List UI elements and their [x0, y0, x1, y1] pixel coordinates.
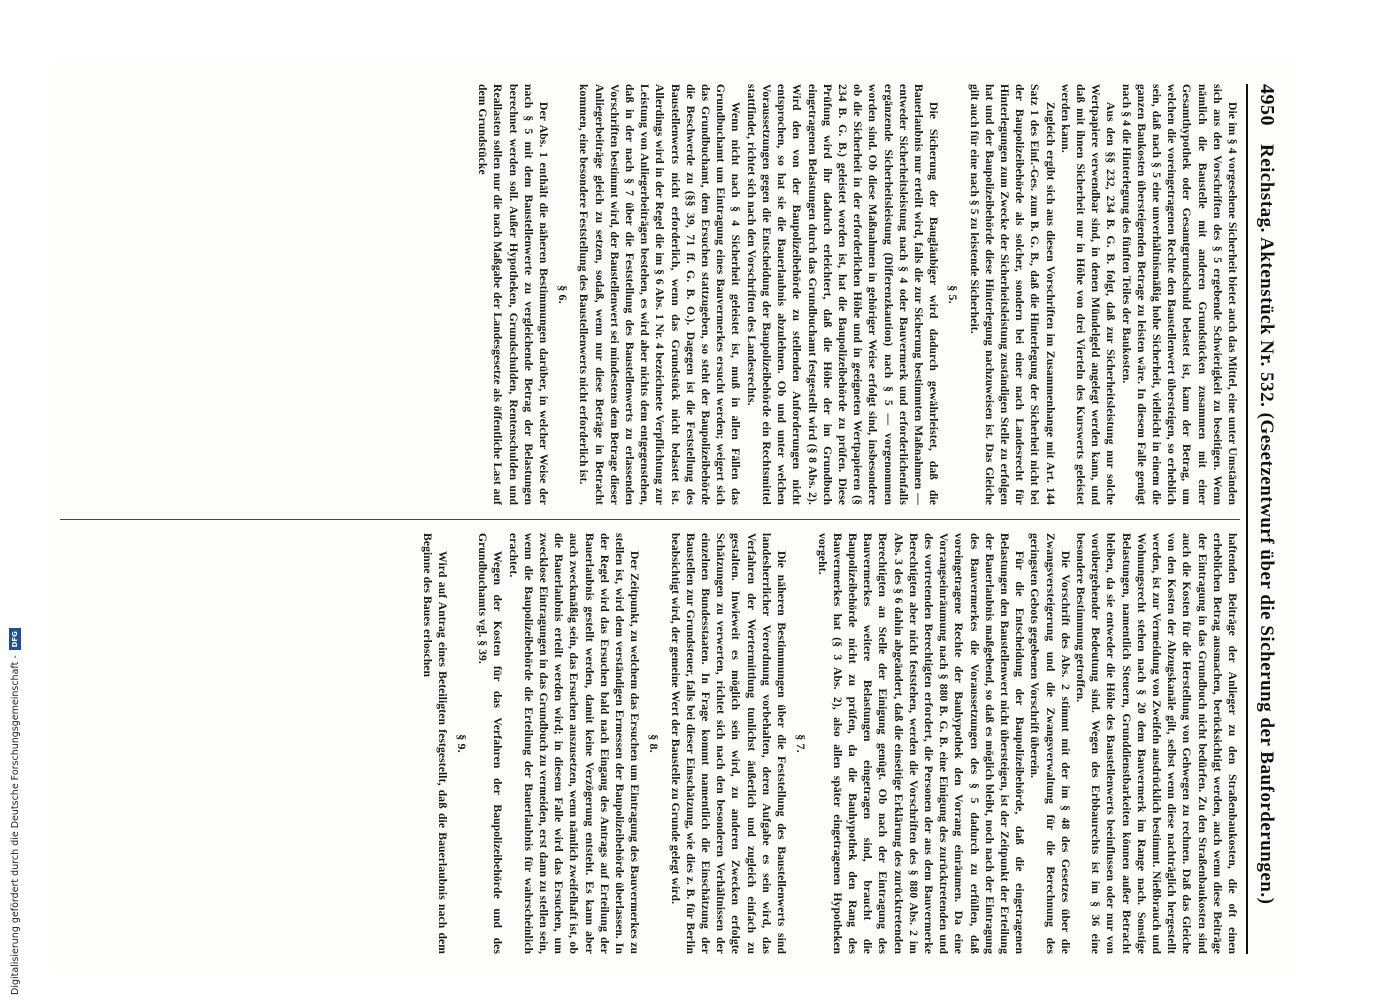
- paragraph: haftenden Beiträge der Anlieger zu den Straßenbaukosten, die oft einen erheblichen Betrag ausmachen, berücksichtigt werden, auch wenn diese Beiträge der Eintragung in das Grundbuch nicht bedürfen. Zu den Straßenbaukosten sind auch die Kosten für die Herstellung von Gehwegen zu rechnen. Daß das Gleiche von den Kosten der Abzugskanäle gilt, selbst wenn diese nachträglich hergestellt werden, ist zur Vermeidung von Zweifeln ausdrücklich bestimmt. Nießbrauch und Wohnungsrecht stehen nach § 20 dem Bauvermerk im Range nach. Sonstige Belastungen, namentlich Steuern, Grunddienstbarkeiten können außer Betracht bleiben, da sie entweder die Höhe des Baustellenwerts beeinflussen oder nur von vorübergehender Bedeutung sind. Wegen des Erbbaurechts ist im § 36 eine besondere Bestimmung getroffen.: [1073, 533, 1239, 954]
- paragraph: Der Zeitpunkt, zu welchem das Ersuchen um Eintragung des Bauvermerkes zu stellen ist, wird dem verständigen Ermessen der Baupolizeibehörde überlassen. In der Regel wird das Ersuchen bald nach Eingang des Antrags auf Erteilung der Bauerlaubnis gestellt werden, damit keine Verzögerung entsteht. Es kann aber auch zweckmäßig sein, das Ersuchen auszusetzen, wenn nämlich zweifelhaft ist, ob die Bauerlaubnis erteilt werden wird; in diesem Falle wird das Ersuchen, um zwecklose Eintragungen in das Grundbuch zu vermeiden, erst dann zu stellen sein, wenn die Baupolizeibehörde die Erteilung der Bauerlaubnis für wahrscheinlich erachtet.: [506, 533, 642, 954]
- dfg-logo-icon: DFG: [9, 628, 21, 650]
- section-heading: § 9.: [455, 734, 470, 753]
- paragraph: Aus den §§ 232, 234 B. G. B. folgt, daß zur Sicherheitsleistung nur solche Wertpapiere verwendbar sind, in denen Mündelgeld angelegt werden kann, und daß mit ihnen Sicherheit nur in Höhe von drei Vierteln des Kurswerts geleistet werden kann.: [1058, 84, 1118, 505]
- footer: [3, 600, 25, 995]
- paragraph: Die im § 4 vorgesehene Sicherheit bietet auch das Mittel, eine unter Umständen sich aus den Vorschriften des § 5 ergebende Schwierigkeit zu beseitigen. Wenn nämlich die Baustelle mit anderen Grundstücken zusammen mit einer Gesamthypothek oder Gesamtgrundschuld belastet ist, kann der Betrag, um welchen die voreingetragenen Rechte den Baustellenwert übersteigen, so erheblich sein, daß nach § 5 eine unverhältnismäßig hohe Sicherheit, vielleicht in einem die ganzen Baukosten übersteigenden Betrage zu leisten wäre. In diesem Falle genügt nach § 4 die Hinterlegung des fünften Teiles der Baukosten.: [1119, 84, 1239, 505]
- section-heading: § 6.: [556, 285, 571, 304]
- footer-credit: Digitalisierung gefördert durch die Deutsche Forschungsgemeinschaft -: [9, 655, 21, 995]
- left-column: [60, 84, 1240, 519]
- paragraph: Wird auf Antrag eines Beteiligten festgestellt, daß die Bauerlaubnis nach dem Beginne des Baues erloschen: [420, 533, 449, 954]
- paragraph: Zugleich ergibt sich aus diesen Vorschriften im Zusammenhange mit Art. 144 Satz 1 des Einf.-Ges. zum B. G. B., daß die Hinterlegung der Sicherheit nicht bei der Baupolizeibehörde als solcher, sondern bei einer nach Landesrecht für Hinterlegungen zum Zwecke der Sicherheitsleistung zuständigen Stelle zu erfolgen hat und der Baupolizeibehörde diese Hinterlegung nachzuweisen ist. Das Gleiche gilt auch für eine nach § 5 zu leistende Sicherheit.: [967, 84, 1057, 505]
- column-divider: [60, 519, 1240, 520]
- paragraph: Wenn nicht nach § 4 Sicherheit geleistet ist, muß in allen Fällen das Grundbuchamt um Eintragung eines Bauvermerkes ersucht werden; weigert sich das Grundbuchamt, dem Ersuchen stattzugeben, so steht der Baupolizeibehörde die Beschwerde zu (§§ 39, 71 ff. G. B. O.). Dagegen ist die Feststellung des Baustellenwerts nicht erforderlich, wenn das Grundstück nicht belastet ist. Allerdings wird in der Regel die im § 6 Abs. 1 Nr. 4 bezeichnete Verpflichtung zur Leistung von Anliegerbeiträgen bestehen, es wird aber nichts dem entgegenstehen, daß in der nach § 7 über die Feststellung des Baustellenwerts zu erlassenden Vorschriften bestimmt wird, der Baustellenwert sei mindestens dem Betrage dieser Anliegerbeiträge gleich zu setzen, sodaß, wenn nur diese Beträge in Betracht kommen, eine besondere Feststellung des Baustellenwerts nicht erforderlich ist.: [577, 84, 743, 505]
- text-columns: [60, 84, 1240, 954]
- page-content: [52, 62, 1296, 970]
- paragraph: Der Abs. 1 enthält die näheren Bestimmungen darüber, in welcher Weise der nach § 5 mit dem Baustellenwerte zu vergleichende Betrag der Belastungen berechnet werden soll. Außer Hypotheken, Grundschulden, Rentenschulden und Reallasten sollen nur die nach Maßgabe der Landesgesetze als öffentliche Last auf dem Grundstücke: [476, 84, 551, 505]
- paragraph: Die Vorschrift des Abs. 2 stimmt mit der im § 48 des Gesetzes über die Zwangsversteigerung und die Zwangsverwaltung für die Berechnung des geringsten Gebots gegebenen Vorschrift überein.: [1028, 533, 1072, 954]
- page-number: 4950: [1256, 84, 1278, 126]
- paragraph: Für die Entscheidung der Baupolizeibehörde, daß die eingetragenen Belastungen den Baustellenwert nicht übersteigen, ist der Zeitpunkt der Erteilung der Bauerlaubnis maßgebend, so daß es möglich bleibt, noch nach der Eintragung des Bauvermerkes die Voraussetzungen des § 5 dadurch zu erfüllen, daß voreingetragene Rechte der Bauhypothek den Vorrang einräumen. Da eine Vorrangseinräumung nach § 880 B. G. B. eine Einigung des zurücktretenden und des vortretenden Berechtigten erfordert, die Personen der aus dem Bauvermerke Berechtigten aber nicht feststehen, werden die Vorschriften des § 880 Abs. 2 im Abs. 3 des § 6 dahin abgeändert, daß die einseitige Erklärung des zurücktretenden Berechtigten an Stelle der Einigung genügt. Ob nach der Eintragung des Bauvermerkes weitere Belastungen eingetragen sind, braucht die Baupolizeibehörde nicht zu prüfen, da die Bauhypothek den Rang des Bauvermerkes hat (§ 3 Abs. 2), also allen später eingetragenen Hypotheken vorgeht.: [815, 533, 1027, 954]
- section-heading: § 8.: [647, 734, 662, 753]
- page-title: Reichstag. Aktenstück Nr. 532. (Gesetzentwurf über die Sicherung der Bauforderungen.): [1256, 144, 1277, 905]
- paragraph: Wegen der Kosten für das Verfahren der Baupolizeibehörde und des Grundbuchamts vgl. § 39.: [476, 533, 505, 954]
- section-heading: § 5.: [946, 285, 961, 304]
- paragraph: Die näheren Bestimmungen über die Feststellung des Baustellenwerts sind landesherrlicher Verordnung vorbehalten, deren Aufgabe es sein wird, das Verfahren der Wertermittlung tunlichst äußerlich und zugleich einfach zu gestalten. Inwieweit es möglich sein wird, zu anderen Zwecken erfolgte Schätzungen zu verwerten, richtet sich nach den besonderen Verhältnissen der einzelnen Bundesstaaten. In Frage kommt namentlich die Einschätzung der Baustellen zur Grundsteuer, falls bei dieser Einschätzung, wie dies z. B. für Berlin beabsichtigt wird, der gemeine Wert der Baustelle zu Grunde gelegt wird.: [668, 533, 789, 954]
- paragraph: Die Sicherung der Baugläubiger wird dadurch gewährleistet, daß die Bauerlaubnis nur erteilt wird, falls die zur Sicherung bestimmten Maßnahmen — entweder Sicherheitsleistung nach § 4 oder Bauvermerk und erforderlichenfalls ergänzende Sicherheitsleistung (Differenzkaution) nach § 5 — vorgenommen worden sind. Ob diese Maßnahmen in gehöriger Weise erfolgt sind, insbesondere ob die Sicherheit in der erforderlichen Höhe und in geeigneten Wertpapieren (§ 234 B. G. B.) geleistet worden ist, hat die Baupolizeibehörde zu prüfen. Diese Prüfung wird ihr dadurch erleichtert, daß die Höhe der im Grundbuch eingetragenen Belastungen durch das Grundbuchamt festgestellt wird (§ 8 Abs. 2). Wird den von der Baupolizeibehörde zu stellenden Anforderungen nicht entsprochen, so hat sie die Bauerlaubnis abzulehnen. Ob und unter welchen Voraussetzungen gegen die Entscheidung der Baupolizeibehörde ein Rechtsmittel stattfindet, richtet sich nach den Vorschriften des Landesrechts.: [744, 84, 941, 505]
- document-page: [52, 62, 1296, 970]
- page-header: [1246, 84, 1278, 954]
- right-column: [60, 519, 1240, 954]
- section-heading: § 7.: [794, 734, 809, 753]
